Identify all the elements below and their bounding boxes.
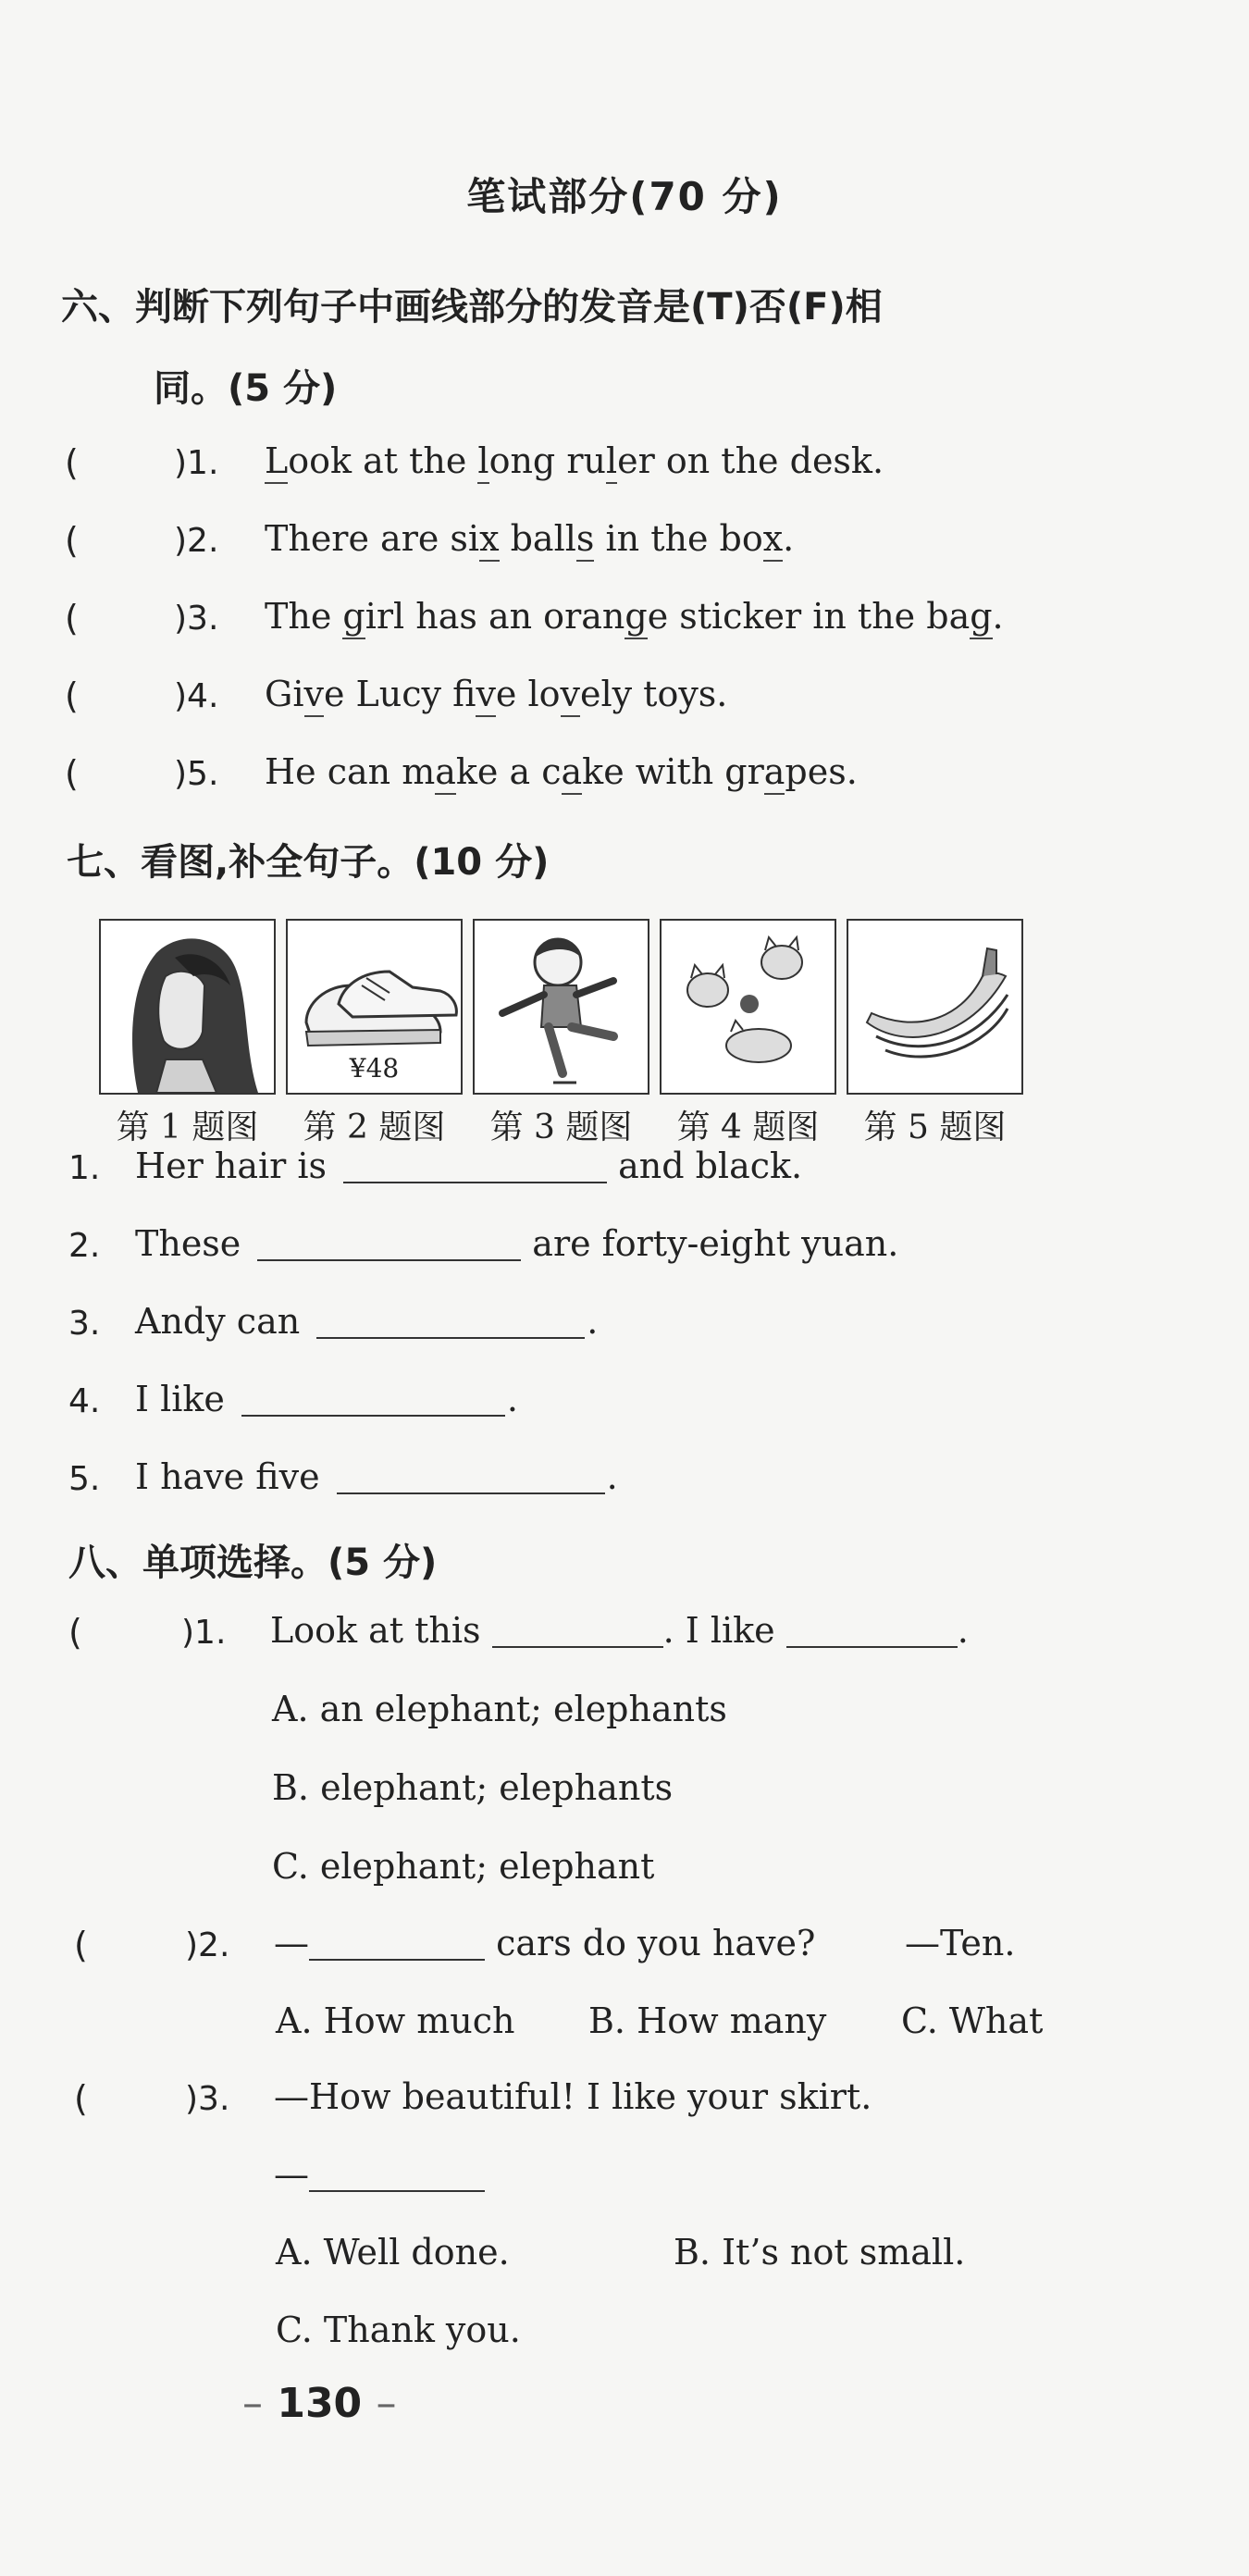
q2-option-c: C. What xyxy=(901,2000,1044,2041)
q3-option-b: B. It’s not small. xyxy=(674,2232,966,2273)
q3-reply xyxy=(274,2154,485,2195)
q2-answer: —Ten. xyxy=(905,1923,1016,1963)
picture-1-caption: 第 1 题图 xyxy=(116,1108,259,1146)
underlined-letter: a xyxy=(764,751,785,795)
s7-item-5-blank[interactable] xyxy=(337,1459,605,1494)
q2-blank[interactable] xyxy=(309,1926,485,1961)
s7-item-1-number: 1. xyxy=(68,1149,101,1187)
s7-item-1-sentence xyxy=(135,1146,802,1186)
q1-text-c: . xyxy=(957,1610,969,1651)
underlined-letter: g xyxy=(970,596,992,639)
s7-item-5-sentence xyxy=(135,1456,618,1497)
underlined-letter: v xyxy=(476,674,495,717)
s6-item-3-sentence xyxy=(265,596,1004,637)
s7-item-1-blank[interactable] xyxy=(343,1148,607,1183)
sentence-text: in the bo xyxy=(594,518,763,559)
sentence-text-before: I like xyxy=(135,1379,225,1419)
underlined-letter: l xyxy=(606,440,617,484)
sentence-text: pes. xyxy=(785,751,858,792)
sentence-text: ely toys. xyxy=(579,674,728,714)
q1-text-a: Look at this xyxy=(270,1610,481,1651)
q3-dash: — xyxy=(274,2154,309,2195)
s6-item-3-answer-paren[interactable]: ( xyxy=(65,598,79,638)
q2-stem xyxy=(274,1923,815,1963)
underlined-letter: g xyxy=(624,596,647,639)
sentence-text: ong ru xyxy=(488,440,606,481)
s7-item-3-number: 3. xyxy=(68,1305,101,1343)
sentence-text: There are si xyxy=(265,518,480,559)
s7-item-2-number: 2. xyxy=(68,1227,101,1265)
section-6-heading-line2: 同。(5 分) xyxy=(154,367,338,410)
picture-1-girl-long-hair xyxy=(99,919,276,1095)
q3-number: )3. xyxy=(185,2080,230,2118)
sentence-text: . xyxy=(992,596,1004,637)
q1-option-a: A. an elephant; elephants xyxy=(272,1689,727,1729)
section-7-heading: 七、看图,补全句子。(10 分) xyxy=(67,841,550,884)
q1-text-b: . I like xyxy=(662,1610,775,1651)
underlined-letter: a xyxy=(562,751,583,795)
sentence-text-before: Her hair is xyxy=(135,1146,328,1186)
sentence-text: e Lucy fi xyxy=(323,674,476,714)
underlined-letter: a xyxy=(435,751,456,795)
q1-answer-paren[interactable]: ( xyxy=(68,1612,82,1653)
q2-number: )2. xyxy=(185,1926,230,1964)
s6-item-4-sentence xyxy=(265,674,727,714)
underlined-letter: l xyxy=(477,440,488,484)
s6-item-3-number: )3. xyxy=(174,600,219,638)
sentence-text: er on the desk. xyxy=(617,440,884,481)
s7-item-2-sentence xyxy=(135,1223,898,1264)
section-8-heading: 八、单项选择。(5 分) xyxy=(68,1542,438,1584)
s6-item-5-number: )5. xyxy=(174,755,219,793)
picture-2-sneakers xyxy=(286,919,463,1095)
q2-option-a: A. How much xyxy=(276,2000,515,2041)
picture-3-boy-skating xyxy=(473,919,649,1095)
underlined-letter: L xyxy=(265,440,288,484)
page-number: – 130 – xyxy=(242,2380,397,2427)
s7-item-4-number: 4. xyxy=(68,1382,101,1420)
q2-dash: — xyxy=(274,1923,309,1963)
s6-item-2-sentence xyxy=(265,518,794,559)
sentence-text-after: . xyxy=(606,1456,618,1497)
q3-answer-paren[interactable]: ( xyxy=(74,2078,88,2119)
q3-option-c: C. Thank you. xyxy=(276,2310,521,2350)
underlined-letter: x xyxy=(479,518,499,562)
s6-item-2-answer-paren[interactable]: ( xyxy=(65,520,79,561)
underlined-letter: s xyxy=(576,518,595,562)
sentence-text-before: Andy can xyxy=(135,1301,301,1342)
s6-item-4-answer-paren[interactable]: ( xyxy=(65,675,79,716)
sentence-text: . xyxy=(783,518,795,559)
sentence-text: ke with gr xyxy=(582,751,764,792)
underlined-letter: v xyxy=(561,674,580,717)
s6-item-5-answer-paren[interactable]: ( xyxy=(65,753,79,794)
s6-item-1-answer-paren[interactable]: ( xyxy=(65,442,79,483)
sentence-text-before: These xyxy=(135,1223,241,1264)
picture-4-caption: 第 4 题图 xyxy=(676,1108,820,1146)
sentence-text-after: are forty-eight yuan. xyxy=(532,1223,899,1264)
section-6-heading-line1: 六、判断下列句子中画线部分的发音是(T)否(F)相 xyxy=(61,286,883,328)
sentence-text-before: I have five xyxy=(135,1456,320,1497)
picture-5-caption: 第 5 题图 xyxy=(863,1108,1007,1146)
s7-item-2-blank[interactable] xyxy=(257,1226,521,1261)
q2-answer-paren[interactable]: ( xyxy=(74,1925,88,1965)
q2-text: cars do you have? xyxy=(496,1923,816,1963)
s6-item-4-number: )4. xyxy=(174,677,219,715)
s7-item-4-blank[interactable] xyxy=(241,1381,505,1417)
s7-item-3-blank[interactable] xyxy=(316,1304,585,1339)
q1-option-c: C. elephant; elephant xyxy=(272,1846,655,1887)
sentence-text-after: . xyxy=(506,1379,519,1419)
q1-blank-1[interactable] xyxy=(492,1613,663,1648)
underlined-letter: v xyxy=(304,674,324,717)
q3-blank[interactable] xyxy=(309,2157,485,2192)
picture-3-caption: 第 3 题图 xyxy=(489,1108,633,1146)
q1-blank-2[interactable] xyxy=(786,1613,958,1648)
s6-item-1-number: )1. xyxy=(174,444,219,482)
underlined-letter: x xyxy=(763,518,783,562)
s7-item-4-sentence xyxy=(135,1379,518,1419)
sentence-text: Gi xyxy=(265,674,304,714)
sentence-text: He can m xyxy=(265,751,436,792)
q1-option-b: B. elephant; elephants xyxy=(272,1767,674,1808)
page-title: 笔试部分(70 分) xyxy=(466,174,783,219)
picture-2-caption: 第 2 题图 xyxy=(303,1108,446,1146)
sentence-text: The xyxy=(265,596,343,637)
sentence-text: ook at the xyxy=(288,440,478,481)
page-number-value: 130 xyxy=(277,2380,363,2427)
sentence-text: ke a c xyxy=(455,751,562,792)
sentence-text-after: and black. xyxy=(618,1146,803,1186)
s6-item-2-number: )2. xyxy=(174,522,219,560)
s7-item-3-sentence xyxy=(135,1301,598,1342)
q3-option-a: A. Well done. xyxy=(276,2232,510,2273)
sentence-text: irl has an oran xyxy=(365,596,625,637)
q3-text: —How beautiful! I like your skirt. xyxy=(274,2076,872,2117)
q1-stem xyxy=(270,1610,969,1651)
sentence-text: ball xyxy=(499,518,576,559)
picture-5-bananas xyxy=(847,919,1023,1095)
price-label: ¥48 xyxy=(349,1053,400,1084)
s6-item-1-sentence xyxy=(265,440,884,481)
q2-option-b: B. How many xyxy=(588,2000,827,2041)
q1-number: )1. xyxy=(181,1614,227,1652)
sentence-text: e lo xyxy=(495,674,561,714)
sentence-text: e sticker in the ba xyxy=(647,596,971,637)
sentence-text-after: . xyxy=(587,1301,599,1342)
underlined-letter: g xyxy=(342,596,365,639)
s6-item-5-sentence xyxy=(265,751,858,792)
picture-4-cats xyxy=(660,919,836,1095)
s7-item-5-number: 5. xyxy=(68,1460,101,1498)
